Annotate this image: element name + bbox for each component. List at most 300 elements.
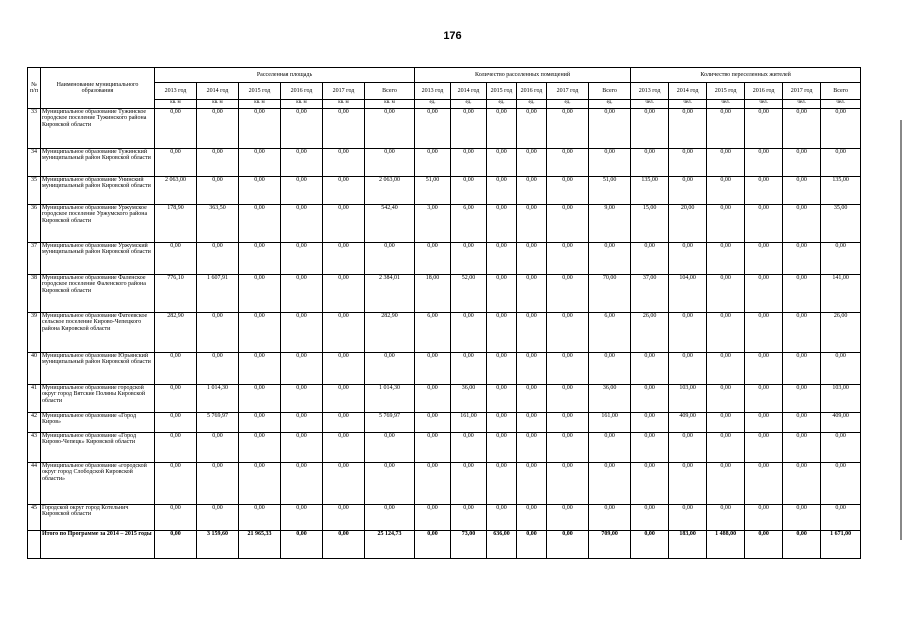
header-unit: ед.: [517, 100, 547, 109]
cell-people: 104,00: [669, 275, 707, 313]
cell-area: 0,00: [281, 205, 323, 243]
cell-people: 20,00: [669, 205, 707, 243]
cell-rooms: 0,00: [451, 243, 487, 275]
cell-area: 0,00: [239, 177, 281, 205]
header-unit: ед.: [487, 100, 517, 109]
cell-rooms: 0,00: [415, 505, 451, 531]
table-row: [28, 505, 861, 531]
cell-area: 0,00: [239, 275, 281, 313]
cell-area: 0,00: [197, 109, 239, 149]
cell-rooms: 0,00: [487, 385, 517, 413]
table-row: [28, 353, 861, 385]
cell-rooms: 161,00: [451, 413, 487, 433]
cell-rooms: 6,00: [415, 313, 451, 353]
row-name: Муниципальное образование «Город Киров»: [41, 413, 155, 433]
cell-area: 0,00: [155, 463, 197, 505]
cell-rooms: 0,00: [589, 243, 631, 275]
row-index: 43: [28, 433, 41, 463]
cell-area: 0,00: [197, 505, 239, 531]
header-year: Всего: [365, 83, 415, 100]
cell-rooms: 0,00: [415, 413, 451, 433]
cell-people: 0,00: [669, 353, 707, 385]
cell-rooms: 0,00: [415, 109, 451, 149]
cell-people: 0,00: [745, 177, 783, 205]
header-year: 2014 год: [451, 83, 487, 100]
cell-rooms: 0,00: [487, 433, 517, 463]
total-idx-empty: [28, 531, 41, 559]
cell-people: 0,00: [669, 463, 707, 505]
total-cell-people: 1 488,00: [707, 531, 745, 559]
cell-people: 0,00: [745, 313, 783, 353]
cell-people: 0,00: [745, 205, 783, 243]
total-cell-rooms: 636,00: [487, 531, 517, 559]
cell-people: 0,00: [783, 205, 821, 243]
cell-people: 0,00: [745, 275, 783, 313]
cell-people: 0,00: [707, 313, 745, 353]
cell-people: 0,00: [707, 205, 745, 243]
header-unit: ед.: [415, 100, 451, 109]
cell-area: 0,00: [281, 243, 323, 275]
row-index: 38: [28, 275, 41, 313]
header-unit: кв. м: [323, 100, 365, 109]
cell-area: 0,00: [365, 433, 415, 463]
cell-area: 1 014,30: [365, 385, 415, 413]
cell-people: 0,00: [707, 243, 745, 275]
cell-area: 0,00: [281, 313, 323, 353]
cell-area: 5 769,97: [197, 413, 239, 433]
table-row: [28, 275, 861, 313]
cell-people: 0,00: [631, 505, 669, 531]
cell-area: 0,00: [155, 243, 197, 275]
cell-rooms: 0,00: [415, 385, 451, 413]
cell-area: 0,00: [239, 313, 281, 353]
cell-rooms: 0,00: [451, 109, 487, 149]
total-cell-people: 0,00: [783, 531, 821, 559]
header-idx: № п/п: [28, 68, 41, 109]
cell-area: 2 384,01: [365, 275, 415, 313]
cell-people: 0,00: [745, 353, 783, 385]
row-index: 36: [28, 205, 41, 243]
header-unit: чел.: [783, 100, 821, 109]
cell-people: 0,00: [631, 243, 669, 275]
cell-people: 0,00: [821, 149, 861, 177]
row-index: 34: [28, 149, 41, 177]
cell-rooms: 0,00: [451, 463, 487, 505]
table-row: [28, 463, 861, 505]
cell-area: 0,00: [323, 463, 365, 505]
row-name: Муниципальное образование Уржумское городское поселение Уржумского района Кировской области: [41, 205, 155, 243]
cell-people: 0,00: [745, 463, 783, 505]
cell-rooms: 0,00: [547, 433, 589, 463]
header-unit: кв. м: [365, 100, 415, 109]
cell-people: 0,00: [783, 353, 821, 385]
cell-rooms: 36,00: [589, 385, 631, 413]
total-cell-people: 0,00: [745, 531, 783, 559]
cell-people: 0,00: [669, 433, 707, 463]
cell-rooms: 18,00: [415, 275, 451, 313]
cell-people: 0,00: [783, 275, 821, 313]
table-row: [28, 149, 861, 177]
row-name: Муниципальное образование Унинский муниципальный район Кировской области: [41, 177, 155, 205]
cell-people: 0,00: [707, 433, 745, 463]
cell-area: 776,10: [155, 275, 197, 313]
cell-area: 0,00: [323, 109, 365, 149]
row-name: Муниципальное образование Тужинский муниципальный район Кировской области: [41, 149, 155, 177]
cell-rooms: 0,00: [547, 205, 589, 243]
cell-people: 0,00: [821, 505, 861, 531]
cell-people: 0,00: [745, 433, 783, 463]
header-unit: чел.: [821, 100, 861, 109]
total-cell-rooms: 0,00: [517, 531, 547, 559]
cell-people: 0,00: [821, 109, 861, 149]
header-unit: кв. м: [281, 100, 323, 109]
cell-rooms: 9,00: [589, 205, 631, 243]
cell-area: 0,00: [281, 413, 323, 433]
page-number: 176: [443, 30, 462, 42]
cell-area: 0,00: [281, 385, 323, 413]
cell-people: 135,00: [821, 177, 861, 205]
header-year: 2015 год: [487, 83, 517, 100]
cell-people: 0,00: [783, 385, 821, 413]
cell-people: 0,00: [669, 149, 707, 177]
row-index: 45: [28, 505, 41, 531]
cell-rooms: 0,00: [547, 243, 589, 275]
cell-rooms: 0,00: [487, 275, 517, 313]
cell-rooms: 70,00: [589, 275, 631, 313]
total-cell-rooms: 709,00: [589, 531, 631, 559]
cell-rooms: 0,00: [517, 385, 547, 413]
cell-rooms: 0,00: [589, 353, 631, 385]
cell-area: 0,00: [365, 353, 415, 385]
cell-rooms: 0,00: [487, 177, 517, 205]
cell-rooms: 0,00: [589, 433, 631, 463]
cell-area: 1 014,30: [197, 385, 239, 413]
total-name: Итого по Программе за 2014 – 2015 годы: [41, 531, 155, 559]
cell-area: 0,00: [155, 149, 197, 177]
header-year: 2017 год: [783, 83, 821, 100]
cell-people: 0,00: [669, 505, 707, 531]
cell-rooms: 0,00: [547, 505, 589, 531]
cell-rooms: 51,00: [589, 177, 631, 205]
total-cell-rooms: 0,00: [547, 531, 589, 559]
header-name: Наименование муниципального образования: [41, 68, 155, 109]
table-row: [28, 243, 861, 275]
cell-area: 0,00: [239, 149, 281, 177]
cell-rooms: 51,00: [415, 177, 451, 205]
total-cell-area: 0,00: [323, 531, 365, 559]
cell-people: 35,00: [821, 205, 861, 243]
cell-rooms: 0,00: [547, 109, 589, 149]
total-cell-rooms: 0,00: [415, 531, 451, 559]
header-year: 2016 год: [281, 83, 323, 100]
cell-area: 178,90: [155, 205, 197, 243]
cell-area: 1 607,91: [197, 275, 239, 313]
cell-rooms: 0,00: [451, 313, 487, 353]
cell-area: 0,00: [281, 109, 323, 149]
cell-area: 542,40: [365, 205, 415, 243]
cell-rooms: 0,00: [415, 353, 451, 385]
cell-area: 0,00: [323, 177, 365, 205]
cell-area: 0,00: [365, 243, 415, 275]
cell-rooms: 0,00: [589, 463, 631, 505]
cell-people: 37,00: [631, 275, 669, 313]
total-cell-area: 0,00: [155, 531, 197, 559]
cell-people: 0,00: [631, 413, 669, 433]
cell-people: 0,00: [745, 413, 783, 433]
cell-people: 0,00: [745, 243, 783, 275]
header-unit: чел.: [745, 100, 783, 109]
cell-people: 141,00: [821, 275, 861, 313]
cell-people: 0,00: [631, 109, 669, 149]
cell-area: 0,00: [239, 385, 281, 413]
cell-rooms: 0,00: [547, 353, 589, 385]
cell-people: 0,00: [669, 313, 707, 353]
table-row: [28, 177, 861, 205]
row-index: 42: [28, 413, 41, 433]
cell-rooms: 0,00: [547, 463, 589, 505]
cell-rooms: 0,00: [487, 313, 517, 353]
cell-area: 0,00: [281, 353, 323, 385]
header-year: 2017 год: [323, 83, 365, 100]
cell-rooms: 0,00: [517, 413, 547, 433]
cell-rooms: 0,00: [487, 505, 517, 531]
cell-rooms: 0,00: [517, 353, 547, 385]
header-unit: ед.: [589, 100, 631, 109]
row-name: Муниципальное образование городской округ город Вятские Поляны Кировской области: [41, 385, 155, 413]
cell-area: 0,00: [239, 413, 281, 433]
cell-rooms: 0,00: [517, 109, 547, 149]
cell-area: 0,00: [281, 275, 323, 313]
cell-people: 0,00: [631, 149, 669, 177]
total-row: [28, 531, 861, 559]
cell-rooms: 0,00: [487, 149, 517, 177]
total-cell-people: 183,00: [669, 531, 707, 559]
header-group-rooms: Количество расселенных помещений: [415, 68, 631, 83]
header-year: Всего: [589, 83, 631, 100]
cell-people: 0,00: [669, 243, 707, 275]
cell-people: 0,00: [707, 385, 745, 413]
cell-people: 0,00: [745, 385, 783, 413]
cell-area: 2 063,00: [365, 177, 415, 205]
header-year: 2014 год: [197, 83, 239, 100]
cell-rooms: 0,00: [517, 205, 547, 243]
resettlement-table: [27, 67, 861, 559]
cell-rooms: 0,00: [547, 413, 589, 433]
header-year: 2016 год: [517, 83, 547, 100]
table-row: [28, 313, 861, 353]
header-year: 2013 год: [631, 83, 669, 100]
cell-area: 0,00: [155, 385, 197, 413]
header-unit: чел.: [669, 100, 707, 109]
cell-area: 0,00: [365, 149, 415, 177]
cell-people: 0,00: [783, 243, 821, 275]
cell-rooms: 0,00: [547, 177, 589, 205]
header-year: 2013 год: [155, 83, 197, 100]
cell-people: 0,00: [745, 109, 783, 149]
cell-area: 0,00: [239, 505, 281, 531]
cell-people: 103,00: [669, 385, 707, 413]
cell-area: 0,00: [323, 313, 365, 353]
total-cell-area: 21 965,33: [239, 531, 281, 559]
cell-people: 0,00: [707, 275, 745, 313]
header-unit: ед.: [547, 100, 589, 109]
cell-people: 0,00: [707, 505, 745, 531]
cell-rooms: 0,00: [451, 505, 487, 531]
cell-rooms: 0,00: [451, 353, 487, 385]
cell-people: 409,00: [669, 413, 707, 433]
cell-people: 0,00: [783, 177, 821, 205]
cell-rooms: 0,00: [451, 149, 487, 177]
cell-people: 0,00: [821, 463, 861, 505]
cell-rooms: 0,00: [517, 505, 547, 531]
cell-area: 0,00: [197, 177, 239, 205]
cell-people: 26,00: [821, 313, 861, 353]
cell-rooms: 0,00: [547, 149, 589, 177]
table-row: [28, 385, 861, 413]
cell-area: 0,00: [323, 243, 365, 275]
header-unit: кв. м: [155, 100, 197, 109]
cell-area: 2 063,00: [155, 177, 197, 205]
cell-area: 0,00: [323, 385, 365, 413]
header-year: 2014 год: [669, 83, 707, 100]
header-year: 2017 год: [547, 83, 589, 100]
cell-rooms: 0,00: [487, 353, 517, 385]
cell-rooms: 0,00: [517, 243, 547, 275]
cell-people: 0,00: [821, 243, 861, 275]
header-year: 2015 год: [239, 83, 281, 100]
header-group-people: Количество переселенных жителей: [631, 68, 861, 83]
cell-people: 26,00: [631, 313, 669, 353]
cell-rooms: 0,00: [589, 109, 631, 149]
row-index: 44: [28, 463, 41, 505]
cell-rooms: 0,00: [589, 505, 631, 531]
row-name: Городской округ город Котельнич Кировской области: [41, 505, 155, 531]
cell-area: 0,00: [323, 433, 365, 463]
row-name: Муниципальное образование Юрьянский муниципальный район Кировской области: [41, 353, 155, 385]
cell-rooms: 6,00: [451, 205, 487, 243]
cell-rooms: 161,00: [589, 413, 631, 433]
header-group-area: Расселенная площадь: [155, 68, 415, 83]
cell-rooms: 0,00: [547, 275, 589, 313]
cell-area: 0,00: [197, 353, 239, 385]
scan-edge-line: [900, 120, 902, 540]
header-unit: чел.: [631, 100, 669, 109]
row-index: 37: [28, 243, 41, 275]
cell-people: 0,00: [707, 413, 745, 433]
cell-area: 0,00: [323, 205, 365, 243]
cell-area: 0,00: [323, 275, 365, 313]
cell-people: 0,00: [631, 463, 669, 505]
header-year: 2016 год: [745, 83, 783, 100]
cell-people: 135,00: [631, 177, 669, 205]
cell-rooms: 0,00: [451, 433, 487, 463]
cell-rooms: 0,00: [517, 433, 547, 463]
table-row: [28, 205, 861, 243]
cell-people: 0,00: [707, 353, 745, 385]
cell-rooms: 0,00: [547, 385, 589, 413]
row-index: 40: [28, 353, 41, 385]
cell-rooms: 0,00: [415, 433, 451, 463]
cell-area: 282,90: [365, 313, 415, 353]
header-unit: кв. м: [197, 100, 239, 109]
cell-area: 0,00: [239, 433, 281, 463]
cell-rooms: 3,00: [415, 205, 451, 243]
header-year: Всего: [821, 83, 861, 100]
cell-rooms: 0,00: [487, 463, 517, 505]
cell-people: 0,00: [707, 177, 745, 205]
cell-area: 0,00: [239, 205, 281, 243]
total-cell-people: 1 671,00: [821, 531, 861, 559]
cell-people: 0,00: [821, 433, 861, 463]
cell-rooms: 0,00: [487, 243, 517, 275]
table-row: [28, 109, 861, 149]
row-index: 39: [28, 313, 41, 353]
cell-rooms: 0,00: [487, 413, 517, 433]
cell-area: 0,00: [197, 149, 239, 177]
cell-rooms: 0,00: [487, 205, 517, 243]
cell-people: 0,00: [783, 413, 821, 433]
row-index: 35: [28, 177, 41, 205]
cell-people: 0,00: [707, 149, 745, 177]
cell-area: 0,00: [155, 109, 197, 149]
total-cell-rooms: 73,00: [451, 531, 487, 559]
cell-area: 0,00: [155, 433, 197, 463]
cell-people: 0,00: [707, 109, 745, 149]
cell-area: 0,00: [281, 505, 323, 531]
cell-people: 0,00: [745, 505, 783, 531]
total-cell-area: 3 159,60: [197, 531, 239, 559]
cell-area: 0,00: [155, 505, 197, 531]
cell-area: 0,00: [281, 149, 323, 177]
cell-area: 0,00: [239, 109, 281, 149]
cell-area: 0,00: [239, 353, 281, 385]
cell-people: 0,00: [745, 149, 783, 177]
cell-rooms: 0,00: [517, 313, 547, 353]
row-index: 33: [28, 109, 41, 149]
cell-people: 0,00: [783, 109, 821, 149]
cell-people: 0,00: [783, 433, 821, 463]
cell-area: 0,00: [197, 433, 239, 463]
table-row: [28, 413, 861, 433]
row-name: Муниципальное образование Фатеевское сельское поселение Кирово-Чепецкого района Кировской области: [41, 313, 155, 353]
cell-area: 0,00: [197, 313, 239, 353]
cell-people: 0,00: [669, 177, 707, 205]
cell-area: 363,50: [197, 205, 239, 243]
cell-area: 0,00: [323, 353, 365, 385]
cell-rooms: 0,00: [415, 149, 451, 177]
cell-area: 282,90: [155, 313, 197, 353]
cell-people: 0,00: [783, 313, 821, 353]
cell-people: 0,00: [669, 109, 707, 149]
cell-people: 15,00: [631, 205, 669, 243]
cell-area: 0,00: [281, 177, 323, 205]
cell-people: 409,00: [821, 413, 861, 433]
header-year: 2013 год: [415, 83, 451, 100]
row-name: Муниципальное образование Уржумский муниципальный район Кировской области: [41, 243, 155, 275]
total-cell-area: 0,00: [281, 531, 323, 559]
cell-people: 0,00: [821, 353, 861, 385]
total-cell-people: 0,00: [631, 531, 669, 559]
cell-rooms: 0,00: [415, 463, 451, 505]
cell-rooms: 0,00: [589, 149, 631, 177]
cell-people: 0,00: [631, 385, 669, 413]
cell-area: 0,00: [197, 243, 239, 275]
cell-rooms: 0,00: [517, 177, 547, 205]
row-index: 41: [28, 385, 41, 413]
cell-area: 0,00: [365, 505, 415, 531]
cell-area: 0,00: [197, 463, 239, 505]
cell-area: 0,00: [281, 433, 323, 463]
